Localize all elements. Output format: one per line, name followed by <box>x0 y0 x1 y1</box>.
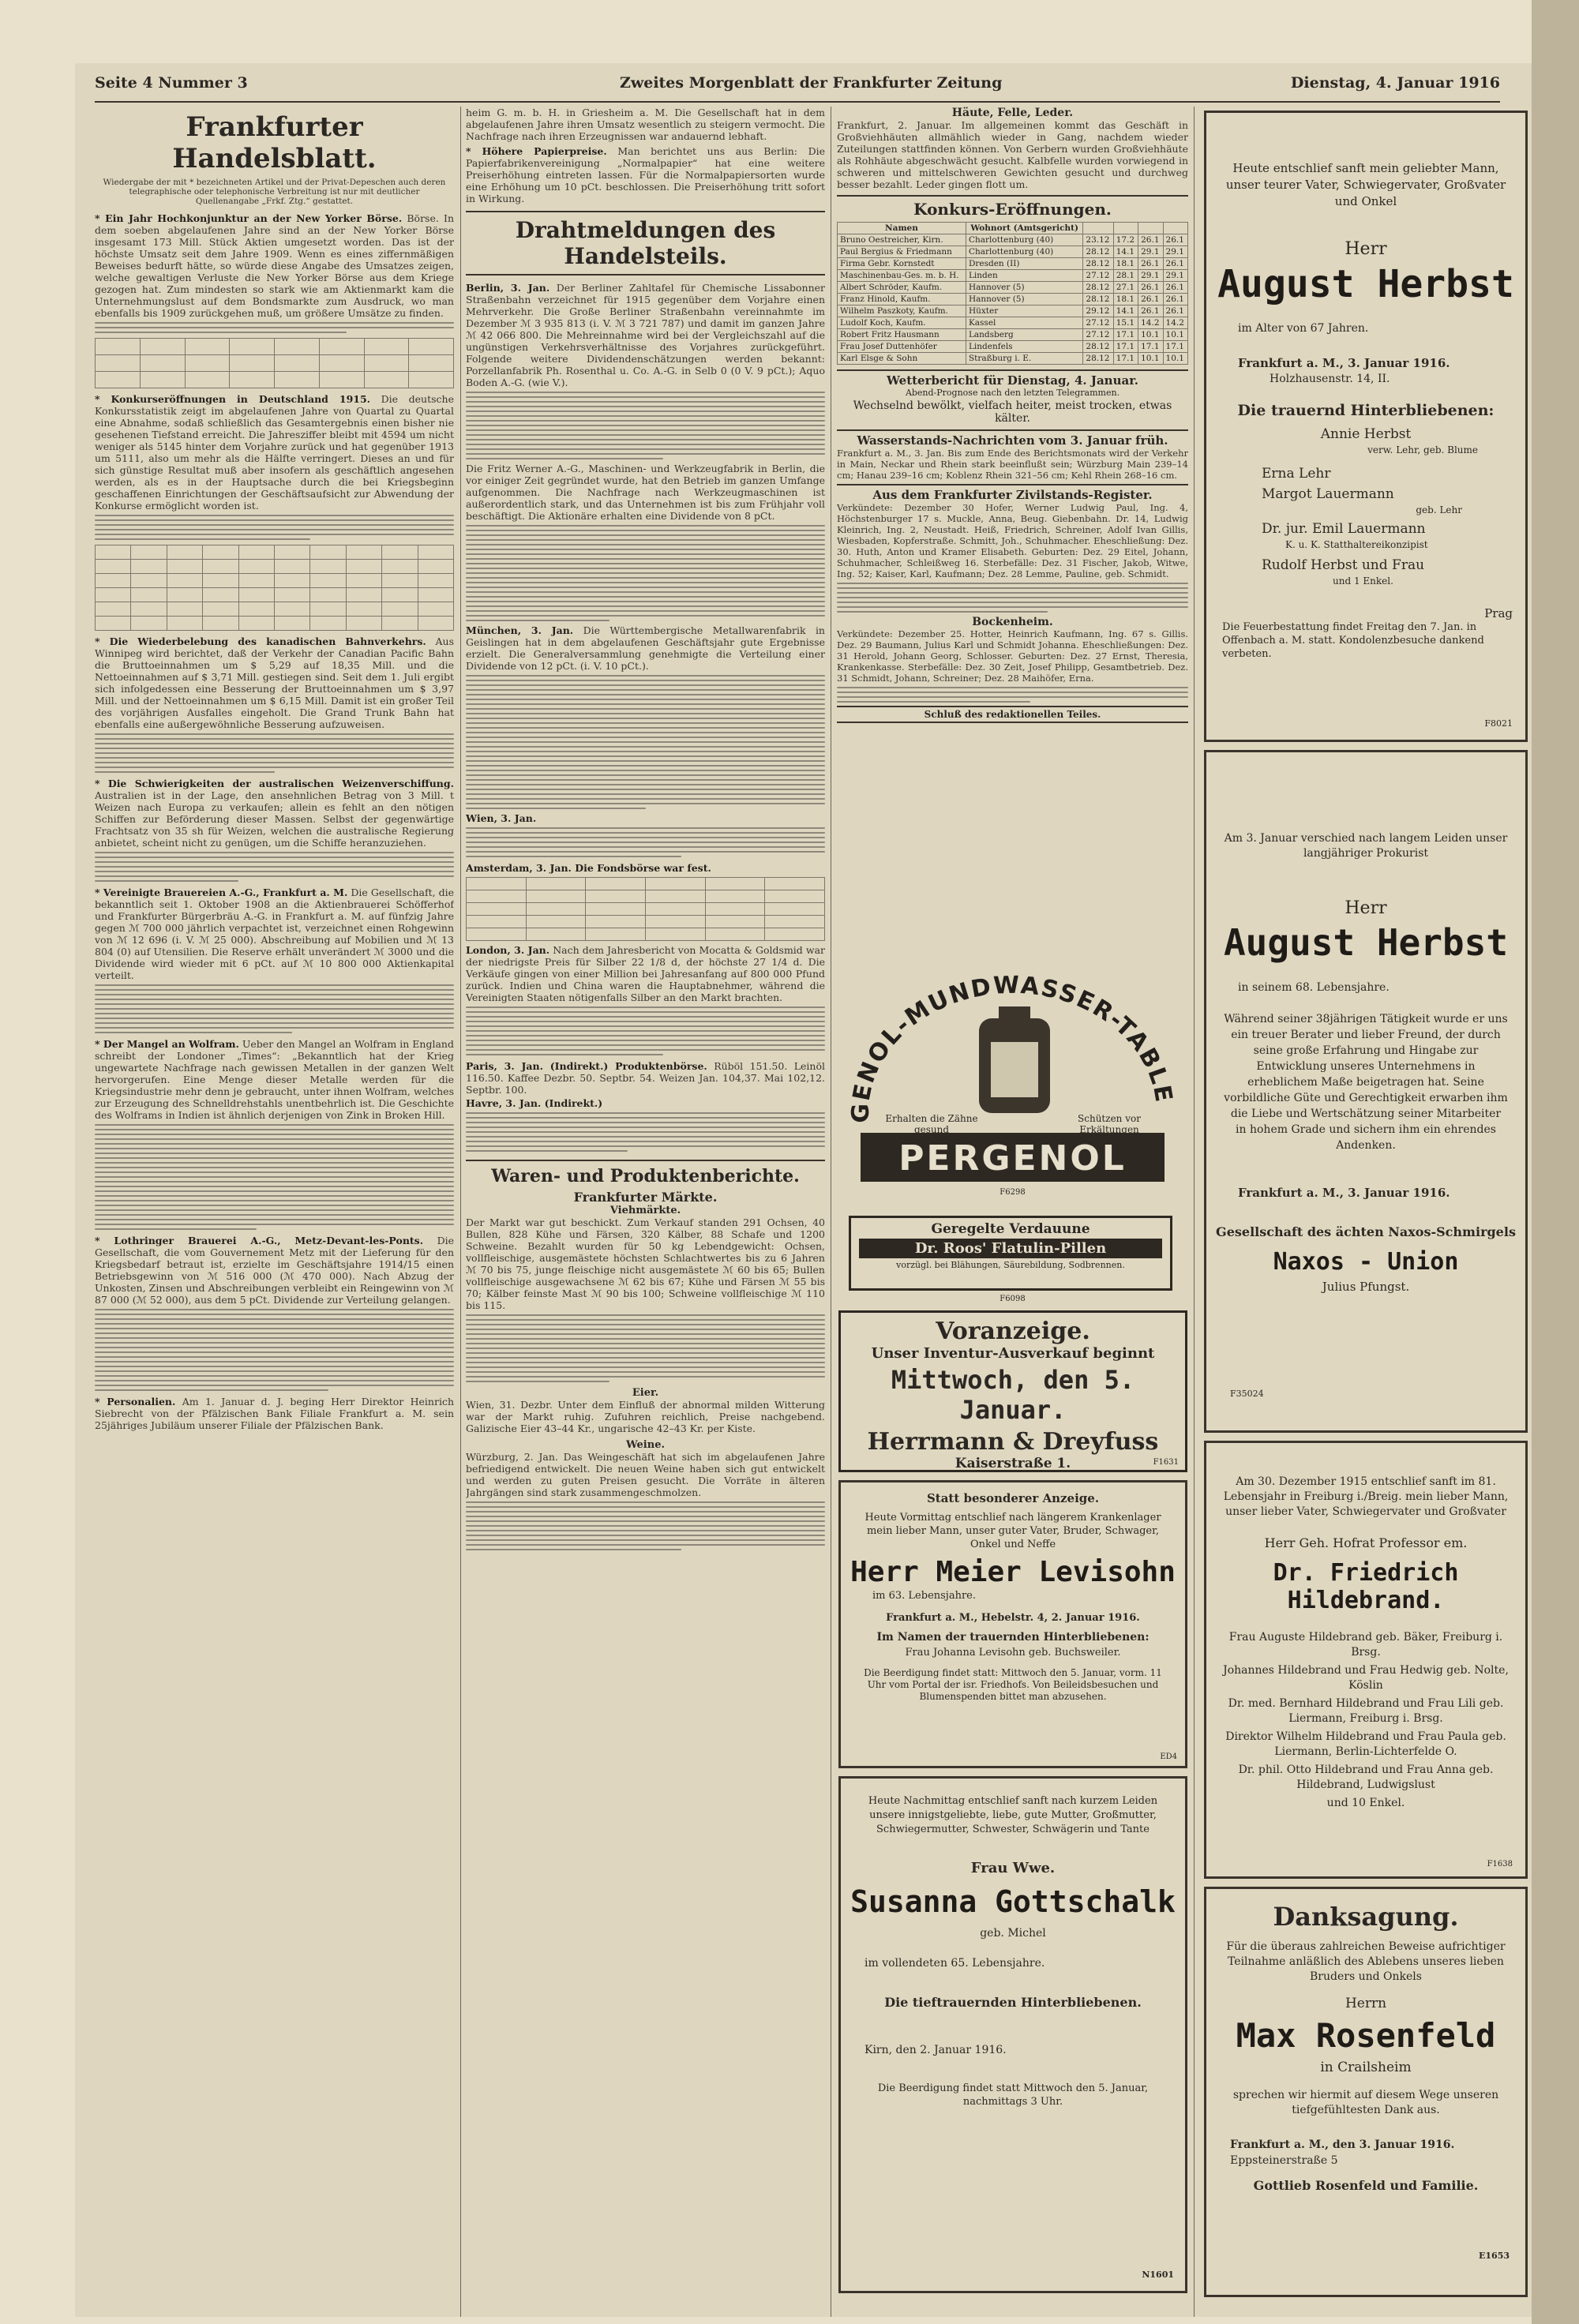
company-owner: Julius Pfungst. <box>1322 1280 1410 1294</box>
obituary-mourners: Im Namen der trauernden Hinterbliebenen: <box>876 1631 1150 1644</box>
table-cell: 10.1 <box>1163 353 1187 365</box>
mourner: Erna Lehr <box>1262 466 1331 482</box>
ad-code: E1653 <box>1479 2251 1510 2261</box>
article <box>466 624 825 672</box>
table-cell: 17.2 <box>1113 234 1138 246</box>
article <box>95 1235 454 1306</box>
table-cell: Kassel <box>966 317 1082 329</box>
table-cell: Albert Schröder, Kaufm. <box>838 282 966 294</box>
article <box>95 635 454 730</box>
obituary-place: Kirn, den 2. Januar 1916. <box>865 2044 1007 2056</box>
obituary-levisohn <box>838 1480 1187 1768</box>
pergenol-claim-left: Erhalten die Zähne gesund <box>885 1113 978 1135</box>
text-lines <box>466 1501 825 1550</box>
obituary-header: Statt besonderer Anzeige. <box>926 1491 1100 1505</box>
konkurs-header-cell <box>1113 223 1138 234</box>
ad-code: F1638 <box>1487 1860 1513 1869</box>
article <box>466 1097 825 1109</box>
table-cell: Wilhelm Paszkoty, Kaufm. <box>838 305 966 317</box>
obituary-herr: Herr <box>1345 239 1387 259</box>
section-title: Frankfurter Handelsblatt. <box>172 111 377 174</box>
table-row <box>838 353 1188 365</box>
konkurs-header-cell <box>1083 223 1113 234</box>
danksagung-herr: Herrn <box>1345 1996 1387 2011</box>
table-row <box>838 246 1188 258</box>
obituary-wife: Frau Johanna Levisohn geb. Buchsweiler. <box>905 1647 1121 1659</box>
table-cell: 26.1 <box>1163 258 1187 270</box>
table-cell: 26.1 <box>1138 258 1163 270</box>
text-lines <box>95 1309 454 1391</box>
table-cell: Frau Josef Duttenhöfer <box>838 341 966 353</box>
article-body: Der Markt war gut beschickt. Zum Verkauf standen 291 Ochsen, 40 Bullen, 828 Kühe und Färsen, 320 Kälber, 88 Schafe und 1200 Schweine. Bezahlt wurden für 50 kg Lebendgewicht: Ochsen, vollfleischige, ausgemästete höchsten Schlachtwertes bis zu 6 Jahren ℳ 70 bis 75, junge fleischige nicht ausgemästete ℳ 60 bis 65; Bullen vollfleischige ausgewachsene ℳ 62 bis 67; Kühe und Färsen ℳ 55 bis 70; Kälber feinste Mast ℳ 90 bis 100; Schweine vollfleischige ℳ 110 bis 115. <box>466 1216 825 1311</box>
flatulin-ad <box>849 1216 1172 1291</box>
article-head: Havre, 3. Jan. (Indirekt.) <box>466 1097 603 1109</box>
table-cell: 18.1 <box>1113 294 1138 305</box>
subsection-title: Frankfurter Märkte. <box>573 1190 718 1205</box>
table-cell: Charlottenburg (40) <box>966 234 1082 246</box>
danksagung-text: Für die überaus zahlreichen Beweise aufrichtiger Teilnahme anläßlich des Ablebens unseres lieben Bruders und Onkels <box>1226 1940 1506 1983</box>
article-body: Am 1. Januar d. J. beging Herr Direktor Heinrich Siebrecht von der Pfälzischen Bank Filiale Frankfurt a. M. sein 25jähriges Jubiläum unserer Filiale der Pfälzischen Bank. <box>95 1396 454 1431</box>
mourner: Dr. phil. Otto Hildebrand und Frau Anna geb. Hildebrand, Ludwigslust <box>1238 1764 1494 1791</box>
table-cell: Ludolf Koch, Kaufm. <box>838 317 966 329</box>
header-page-number: Seite 4 Nummer 3 <box>95 74 248 92</box>
danksagung-title: Danksagung. <box>1273 1902 1459 1932</box>
column-drahtmeldungen <box>466 107 825 2309</box>
table-cell: 29.1 <box>1163 270 1187 282</box>
table-cell: 10.1 <box>1138 329 1163 341</box>
article-body: Nach dem Jahresbericht von Mocatta & Goldsmid war der niedrigste Preis für Silber 22 1/8 d, der höchste 27 1/4 d. Die Verkäufe gingen von einer Million bei Jahresanfang auf 800 000 Pfund zurück. Indien und China waren die Hauptabnehmer, während die Vereinigten Staaten nötigenfalls Silber an den Markt brachten. <box>466 944 825 1003</box>
end-of-editorial: Schluß des redaktionellen Teiles. <box>837 706 1188 723</box>
column-rule <box>460 107 461 2317</box>
mourner-city: Prag <box>1484 606 1513 620</box>
obituary-mourners: Die trauernd Hinterbliebenen: <box>1237 402 1495 419</box>
voranzeige-firm: Herrmann & Dreyfuss <box>867 1428 1159 1456</box>
article-body: Frankfurt, 2. Januar. Im allgemeinen kommt das Geschäft in Großviehhäuten allmählich wieder in Gang, nachdem wieder Zuteilungen stattfinden können. Von Gerbern wurden Großviehhäute als Rohhäute abgeschwächt gesucht. Kalbfelle wurden vorwiegend in schweren und mittelschweren Gewichten gesucht und durchweg besser bezahlt. Leder gingen flott um. <box>837 119 1188 190</box>
obituary-name: August Herbst <box>1223 921 1509 964</box>
table-row <box>838 294 1188 305</box>
article-body: Die deutsche Konkursstatistik zeigt im abgelaufenen Jahre von Quartal zu Quartal eine Abnahme, sodaß schließlich das Gesamtergebnis einen bisher nie gesehenen Tiefstand erreicht. Die Jahresziffer bleibt mit 4594 um nicht weniger als 5145 hinter dem Vorjahre zurück und hat gegenüber 1913 um 5111, also um mehr als die Hälfte verringert. Dieses an und für sich günstige Resultat muß aber insofern als geschäftlich angesehen werden, als es in der Hauptsache durch die bei Kriegsbeginn geschaffenen Einrichtungen der Geschäftsaufsicht zur Abwendung der Konkurse ermöglicht worden ist. <box>95 393 454 512</box>
subsection-title: Viehmärkte. <box>609 1205 681 1216</box>
article <box>466 944 825 1003</box>
table-cell: 10.1 <box>1163 329 1187 341</box>
subsection-title: Eier. <box>632 1387 659 1399</box>
voranzeige-date: Mittwoch, den 5. Januar. <box>891 1365 1135 1425</box>
table-cell: Maschinenbau-Ges. m. b. H. <box>838 270 966 282</box>
mourner: Rudolf Herbst und Frau <box>1262 557 1425 573</box>
obituary-herbst-family <box>1204 111 1528 742</box>
article <box>466 1451 825 1498</box>
article-body: Aus Winnipeg wird berichtet, daß der Verkehr der Canadian Pacific Bahn die Bruttoeinnahmen um $ 5,29 auf 18,35 Mill. und die Nettoeinnahmen auf $ 3,71 Mill. gestiegen sind. Seit dem 1. Juli ergibt sich infolgedessen eine Besserung der Bruttoeinnahmen um $ 3,97 Mill. und der Nettoeinnahmen um $ 6,15 Mill. Damit ist ein großer Teil des vorjährigen Ausfalles eingeholt. Die Grand Trunk Bahn hat ebenfalls eine außergewöhnliche Besserung aufzuweisen. <box>95 635 454 730</box>
article-head: * Konkurseröffnungen in Deutschland 1915. <box>95 393 371 405</box>
amsterdam-table <box>466 877 825 941</box>
flatulin-line3: vorzügl. bei Blähungen, Säurebildung, Sodbrennen. <box>896 1260 1125 1270</box>
table-cell: 28.12 <box>1083 246 1113 258</box>
mourner: Frau Auguste Hildebrand geb. Bäker, Freiburg i. Brsg. <box>1228 1631 1503 1659</box>
weather-block <box>837 369 1188 425</box>
table-cell: 27.12 <box>1083 317 1113 329</box>
table-cell: 17.1 <box>1138 341 1163 353</box>
table-cell: 28.12 <box>1083 282 1113 294</box>
weather-title: Wetterbericht für Dienstag, 4. Januar. <box>887 373 1138 388</box>
table-cell: 28.12 <box>1083 294 1113 305</box>
column-handelsblatt <box>95 107 454 2309</box>
table-cell: 26.1 <box>1163 294 1187 305</box>
obituary-text: Am 3. Januar verschied nach langem Leiden unser langjähriger Prokurist <box>1224 832 1508 860</box>
table-cell: 28.12 <box>1083 341 1113 353</box>
pergenol-name: PERGENOL <box>898 1138 1127 1179</box>
article-body: Die Gesellschaft, die vom Gouvernement Metz mit der Lieferung für den Kriegsbedarf betraut ist, erzielte im Geschäftsjahre 1914/15 einen Betriebsgewinn von ℳ 516 000 (ℳ 470 000). Nach Abzug der Unkosten, Zinsen und Abschreibungen verbleibt ein Reingewinn von ℳ 87 000 (ℳ 52 000), aus dem 5 pCt. Dividende zur Verteilung gelangen. <box>95 1235 454 1306</box>
article-body: Die Gesellschaft, die bekanntlich seit 1. Oktober 1908 an die Aktienbrauerei Schöfferhof und Frankfurter Bürgerbräu A.-G. in Frankfurt a. M. auf fünfzig Jahre gegen ℳ 700 000 jährlich verpachtet ist, verzeichnet einen Rohgewinn von ℳ 12 696 (i. V. ℳ 25 000). Abschreibung auf Mobilien und ℳ 13 804 (0) auf Utensilien. Die Reserve erhält unverändert ℳ 3000 und die Dividende wird wieder mit 6 pCt. auf ℳ 10 800 000 Aktienkapital verteilt. <box>95 886 454 981</box>
table-cell: 28.1 <box>1113 270 1138 282</box>
section-title: Waren- und Produktenberichte. <box>491 1166 800 1186</box>
danksagung-place: Frankfurt a. M., den 3. Januar 1916. <box>1230 2138 1455 2151</box>
article-head: Paris, 3. Jan. (Indirekt.) Produktenbörse. <box>466 1060 707 1072</box>
table-cell: 26.1 <box>1163 234 1187 246</box>
company-name: Gesellschaft des ächten Naxos-Schmirgels <box>1216 1224 1516 1239</box>
article <box>466 862 825 874</box>
table-cell: 14.1 <box>1113 305 1138 317</box>
table-row <box>838 305 1188 317</box>
mourner-detail: geb. Lehr <box>1416 504 1462 515</box>
article-body: Die Fritz Werner A.-G., Maschinen- und Werkzeugfabrik in Berlin, die vor einiger Zeit gegründet wurde, hat den Betrieb im ganzen Umfange aufgenommen. Die Nachfrage nach Werkzeugmaschinen ist außerordentlich stark, und das Unternehmen ist bis zum Frühjahr voll beschäftigt. Die Aktionäre erhalten eine Dividende von 8 pCt. <box>466 463 825 522</box>
obituary-place: Frankfurt a. M., 3. Januar 1916. <box>1238 356 1450 370</box>
voranzeige-title: Voranzeige. <box>936 1318 1090 1345</box>
table-cell: Bruno Oestreicher, Kirn. <box>838 234 966 246</box>
text-lines <box>95 322 454 333</box>
section-subtitle: Wiedergabe der mit * bezeichneten Artikel und der Privat-Depeschen auch deren telegraphische oder telephonische Verbreitung ist nur mit deutlicher Quellenangabe „Frkf. Ztg.“ gestattet. <box>103 178 446 206</box>
text-lines <box>466 1314 825 1382</box>
article <box>466 812 825 824</box>
obituary-body: Während seiner 38jährigen Tätigkeit wurde er uns ein treuer Berater und lieber Freund, der durch seine große Erfahrung und Hingabe zur Entwicklung unseres Unternehmens in erheblichem Maße beigetragen hat. Seine vorbildliche Güte und Gerechtigkeit erwarben ihm die Liebe und Wertschätzung seiner Mitarbeiter in hohem Grade und sichern ihm ein ehrendes Andenken. <box>1224 1013 1508 1152</box>
table-cell: 29.1 <box>1138 246 1163 258</box>
flatulin-line1: Geregelte Verdauune <box>931 1221 1090 1237</box>
table-cell: 26.1 <box>1163 305 1187 317</box>
danksagung-family: Gottlieb Rosenfeld und Familie. <box>1253 2178 1479 2193</box>
ad-code: F35024 <box>1230 1389 1264 1399</box>
mourner: Dr. med. Bernhard Hildebrand und Frau Lili geb. Liermann, Freiburg i. Brsg. <box>1228 1697 1504 1725</box>
obituary-age: in seinem 68. Lebensjahre. <box>1238 981 1390 994</box>
table-cell: 29.1 <box>1138 270 1163 282</box>
text-lines <box>466 525 825 621</box>
danksagung-text-2: sprechen wir hiermit auf diesem Wege unseren tiefgefühltesten Dank aus. <box>1232 2089 1499 2116</box>
article-head: * Der Mangel an Wolfram. <box>95 1038 239 1050</box>
table-cell: Hannover (5) <box>966 294 1082 305</box>
obituary-text: Heute entschlief sanft mein geliebter Mann, unser teurer Vater, Schwiegervater, Großvater und Onkel <box>1225 161 1506 208</box>
mourner-list <box>1206 1630 1525 1811</box>
section-title: Konkurs-Eröffnungen. <box>837 195 1188 219</box>
registry-text: Verkündete: Dezember 30 Hofer, Werner Ludwig Paul, Ing. 4, Höchstenburger 17 s. Muckle, Anna, Beug. Giebenbahn. Dr. 14, Ludwig Kleinrich, Ing. 2, Neustadt. Heiß, Friedrich, Schreiner, Adolf Ivan Gillis, Wiesbaden, Kopferstraße. Schmitt, Joh., Schuhmacher. Eheschließung: Dez. 30. Huth, Anton und Kramer Elisabeth. Geburten: Dez. 29 Eitel, Johann, Schuhmacher, Schleißweg 16. Sterbefälle: Dez. 31 Fischer, Jakob, Witwe, Ing. 52; Kaiser, Karl, Kaufmann; Dez. 28 Lemme, Pauline, geb. Schmidt. <box>837 502 1188 579</box>
voranzeige-ad <box>838 1310 1187 1472</box>
article-head: Wien, 3. Jan. <box>466 812 537 824</box>
konkurs-header-cell: Wohnort (Amtsgericht) <box>966 223 1082 234</box>
text-lines <box>466 827 825 857</box>
obituary-address: Holzhausenstr. 14, II. <box>1270 373 1390 385</box>
pergenol-arc-text: GENOL-MUNDWASSER-TABLE <box>846 971 1178 1123</box>
article <box>95 212 454 319</box>
table-cell: 26.1 <box>1138 282 1163 294</box>
table-row <box>838 329 1188 341</box>
article-body: Die Gesellschaft hat in dem abgelaufenen Jahre ihren Umsatz wesentlich zu steigern vermocht. Die Nachfrage nach ihren Erzeugnissen war andauernd lebhaft. <box>466 107 825 142</box>
article <box>95 1038 454 1121</box>
article-head: * Die Schwierigkeiten der australischen Weizenverschiffung. <box>95 778 454 789</box>
registry-subtitle: Bockenheim. <box>972 616 1053 628</box>
table-cell: 28.12 <box>1083 353 1113 365</box>
column-rule <box>1194 107 1195 2317</box>
table-cell: Franz Hinold, Kaufm. <box>838 294 966 305</box>
obituary-nee: geb. Michel <box>980 1927 1046 1940</box>
article-head: * Höhere Papierpreise. <box>466 145 607 157</box>
article-body: Ueber den Mangel an Wolfram in England schreibt der Londoner „Times“: „Bekanntlich hat der Krieg ungewartete Nachfrage nach gewissen Metallen in der ganzen Welt hervorgerufen. Eine Menge dieser Metalle werden für die Kriegsindustrie mehr denn je gebraucht, unter ihnen Wolfram, welches zur Erzeugung des Schnelldrehstahls unentbehrlich ist. Die Geschichte des Wolframs in Indien ist ähnlich derjenigen von Zink in Broken Hill. <box>95 1038 454 1121</box>
table-cell: 26.1 <box>1138 234 1163 246</box>
obituary-name: Herr Meier Levisohn <box>850 1556 1176 1588</box>
article-head: London, 3. Jan. <box>466 944 550 956</box>
article-lead: heim G. m. b. H. in Griesheim a. M. <box>466 107 669 118</box>
subsection-title: Weine. <box>626 1439 665 1451</box>
table-cell: Lindenfels <box>966 341 1082 353</box>
table-cell: 26.1 <box>1138 305 1163 317</box>
konkurs-header-cell: Namen <box>838 223 966 234</box>
water-title: Wasserstands-Nachrichten vom 3. Januar früh. <box>857 433 1168 448</box>
obituary-age: im 63. Lebensjahre. <box>872 1590 977 1602</box>
article <box>466 1060 825 1096</box>
table-row <box>838 341 1188 353</box>
obituary-gottschalk <box>838 1776 1187 2293</box>
text-lines <box>95 733 454 773</box>
table-cell: Straßburg i. E. <box>966 353 1082 365</box>
obituary-text: Heute Nachmittag entschlief sanft nach kurzem Leiden unsere innigstgeliebte, liebe, gute Mutter, Großmutter, Schwiegermutter, Schwester, Schwägerin und Tante <box>868 1795 1158 1835</box>
table-cell: 27.12 <box>1083 329 1113 341</box>
table-row <box>838 317 1188 329</box>
title-block <box>466 211 825 276</box>
pergenol-ad <box>837 963 1188 1204</box>
mourner-detail: verw. Lehr, geb. Blume <box>1367 444 1478 455</box>
danksagung-place1: in Crailsheim <box>1320 2060 1412 2075</box>
ad-code: F1631 <box>1153 1458 1179 1467</box>
title-block <box>466 1160 825 1216</box>
obituary-hildebrand <box>1204 1441 1528 1879</box>
obituary-mourners: Die tieftrauernden Hinterbliebenen. <box>884 1995 1142 2010</box>
article-body: Man berichtet uns aus Berlin: Die Papierfabrikenvereinigung „Normalpapier“ hat eine weitere Preiserhöhung eintreten lassen. Für die Normalpapiersorten wurde eine Erhöhung um 10 pCt. beschlossen. Die Preiserhöhung tritt sofort in Wirkung. <box>466 145 825 204</box>
table-cell: Hannover (5) <box>966 282 1082 294</box>
header-date: Dienstag, 4. Januar 1916 <box>1290 74 1500 92</box>
article <box>466 282 825 388</box>
obituary-place: Frankfurt a. M., 3. Januar 1916. <box>1238 1186 1450 1200</box>
table-cell: 17.1 <box>1113 353 1138 365</box>
table-cell: 26.1 <box>1138 294 1163 305</box>
obituary-text: Am 30. Dezember 1915 entschlief sanft im 81. Lebensjahr in Freiburg i./Breig. mein lieber Mann, unser lieber Vater, Schwiegervater und Großvater <box>1223 1475 1509 1518</box>
table-cell: 14.2 <box>1138 317 1163 329</box>
text-lines <box>95 984 454 1033</box>
konkurs-stats-table <box>95 545 454 631</box>
article-head: München, 3. Jan. <box>466 624 574 636</box>
table-cell: 27.12 <box>1083 270 1113 282</box>
article <box>466 1399 825 1434</box>
obituary-herbst-company <box>1204 750 1528 1433</box>
table-cell: 15.1 <box>1113 317 1138 329</box>
section-title: Häute, Felle, Leder. <box>951 107 1074 119</box>
article-head: * Die Wiederbelebung des kanadischen Bahnverkehrs. <box>95 635 426 647</box>
table-cell: Charlottenburg (40) <box>966 246 1082 258</box>
article <box>466 107 825 142</box>
obituary-name: Dr. Friedrich Hildebrand. <box>1273 1559 1459 1614</box>
obituary-name: August Herbst <box>1217 262 1514 306</box>
table-row <box>838 258 1188 270</box>
mourner: Dr. jur. Emil Lauermann <box>1262 521 1426 537</box>
table-cell: 26.1 <box>1163 282 1187 294</box>
mourner: Annie Herbst <box>1320 426 1412 442</box>
table-cell: 17.1 <box>1113 341 1138 353</box>
text-lines <box>95 515 454 540</box>
flatulin-line2: Dr. Roos' Flatulin-Pillen <box>859 1239 1162 1258</box>
article-body: Rüböl 151.50. Leinöl 116.50. Kaffee Dezbr. 50. Septbr. 54. Weizen Jan. 104,37. Mai 102,12. Septbr. 100. <box>466 1060 825 1096</box>
konkurs-header-cell <box>1138 223 1163 234</box>
weather-subtitle: Abend-Prognose nach den letzten Telegrammen. <box>905 388 1120 398</box>
article <box>95 1396 454 1431</box>
article <box>95 886 454 981</box>
table-cell: Dresden (II) <box>966 258 1082 270</box>
registry-text: Verkündete: Dezember 25. Hotter, Heinrich Kaufmann, Ing. 67 s. Gillis. Dez. 29 Baumann, Julius Karl und Schmidt Johanna. Eheschließungen: Dez. 31 Herold, Johann Georg, Schlosser. Geburten: Dez. 27 Ernst, Theresia, Krankenkasse. Sterbefälle: Dez. 30 Zeit, Josef Philipp, Gesamtbetrieb. Dez. 31 Schmidt, Johann, Schreiner; Dez. 28 Maihöfer, Erna. <box>837 628 1188 684</box>
article <box>95 778 454 849</box>
voranzeige-subtitle: Unser Inventur-Ausverkauf beginnt <box>871 1345 1155 1362</box>
mourner-detail: K. u. K. Statthaltereikonzipist <box>1285 539 1428 550</box>
obituary-text: Heute Vormittag entschlief nach längerem Krankenlager mein lieber Mann, unser guter Vater, Bruder, Schwager, Onkel und Neffe <box>865 1512 1161 1550</box>
weather-text: Wechselnd bewölkt, vielfach heiter, meist trocken, etwas kälter. <box>853 399 1172 425</box>
article-head: * Vereinigte Brauereien A.-G., Frankfurt a. M. <box>95 886 348 898</box>
ad-code: ED4 <box>1160 1752 1177 1761</box>
water-text: Frankfurt a. M., 3. Jan. Bis zum Ende des Berichtsmonats wird der Verkehr in Main, Neckar und Rhein stark beeinflußt sein; Würzburg Main 239–14 cm; Hanau 239–16 cm; Koblenz Rhein 321–56 cm; Kehl Rhein 268–16 cm. <box>837 448 1188 481</box>
mourner-detail: und 1 Enkel. <box>1333 575 1393 587</box>
table-cell: 18.1 <box>1113 258 1138 270</box>
text-lines <box>466 1006 825 1055</box>
mourner: und 10 Enkel. <box>1326 1797 1405 1809</box>
header-masthead: Zweites Morgenblatt der Frankfurter Zeitung <box>620 74 1003 92</box>
ad-code: F6298 <box>1000 1188 1026 1197</box>
article-head: * Personalien. <box>95 1396 176 1408</box>
article-body: Der Berliner Zahltafel für Chemische Lissabonner Straßenbahn verzeichnet für 1915 gegenüber dem Vorjahre einen Mehrverkehr. Die Große Berliner Straßenbahn vereinnahmte im Dezember ℳ 3 935 813 (i. V. ℳ 3 721 787) und damit im ganzen Jahre ℳ 42 066 800. Die Mehreinnahme wird bei der Vergleichszahl auf die ungünstigen Verkehrsverhältnisse des Vorjahres zurückgeführt. Folgende weitere Dividendenschätzungen werden bekannt: Porzellanfabrik Ph. Rosenthal u. Co. A.-G. in Selb 0 (0 V. 9 pCt.); Aquo Boden A.-G. (wie V.). <box>466 282 825 388</box>
page-edge <box>1532 0 1579 2324</box>
text-lines <box>466 675 825 809</box>
article-body: Die Württembergische Metallwarenfabrik in Geislingen hat in dem abgelaufenen Geschäftsjahr gute Ergebnisse erzielt. Die Generalversammlung genehmigte die Verteilung einer Dividende von 12 pCt. (i. V. 10 pCt.). <box>466 624 825 672</box>
text-lines <box>95 852 454 882</box>
table-cell: Robert Fritz Hausmann <box>838 329 966 341</box>
water-block <box>837 429 1188 481</box>
obituary-age: im Alter von 67 Jahren. <box>1238 322 1369 335</box>
danksagung-rosenfeld <box>1204 1887 1528 2297</box>
table-cell: Karl Elsge & Sohn <box>838 353 966 365</box>
table-row <box>838 282 1188 294</box>
table-cell: 27.1 <box>1113 282 1138 294</box>
table-cell: 23.12 <box>1083 234 1113 246</box>
table-row <box>838 234 1188 246</box>
table-cell: Linden <box>966 270 1082 282</box>
danksagung-name: Max Rosenfeld <box>1236 2016 1496 2055</box>
mourner: Johannes Hildebrand und Frau Hedwig geb. Nolte, Köslin <box>1223 1664 1509 1692</box>
company-name-2: Naxos - Union <box>1273 1248 1459 1276</box>
article <box>466 1216 825 1311</box>
konkurs-table <box>837 222 1188 365</box>
table-cell: Firma Gebr. Kornstedt <box>838 258 966 270</box>
registry-block <box>837 484 1188 703</box>
article <box>837 119 1188 190</box>
article <box>466 463 825 522</box>
table-cell: 29.1 <box>1163 246 1187 258</box>
obituary-age: im vollendeten 65. Lebensjahre. <box>865 1957 1045 1970</box>
obituary-place: Frankfurt a. M., Hebelstr. 4, 2. Januar 1916. <box>886 1612 1140 1624</box>
text-lines <box>95 1124 454 1230</box>
konkurs-header-cell <box>1163 223 1187 234</box>
table-cell: Paul Bergius & Friedmann <box>838 246 966 258</box>
registry-title: Aus dem Frankfurter Zivilstands-Register. <box>872 488 1153 502</box>
article-body: Würzburg, 2. Jan. Das Weingeschäft hat sich im abgelaufenen Jahre befriedigend entwickelt. Die neuen Weine haben sich gut entwickelt und werden zu guten Preisen gesucht. Die Vorräte in älteren Jahrgängen sind stark zusammengeschmolzen. <box>466 1451 825 1498</box>
text-lines <box>466 1112 825 1152</box>
section-title: Drahtmeldungen des Handelsteils. <box>515 217 776 269</box>
obituary-herr: Herr <box>1345 898 1387 918</box>
obituary-title: Frau Wwe. <box>970 1860 1056 1876</box>
article-head: Amsterdam, 3. Jan. Die Fondsbörse war fest. <box>466 862 711 874</box>
text-lines <box>837 687 1188 703</box>
mourner: Direktor Wilhelm Hildebrand und Frau Paula geb. Liermann, Berlin-Lichterfelde O. <box>1225 1730 1506 1758</box>
table-cell: 14.1 <box>1113 246 1138 258</box>
obituary-burial: Die Beerdigung findet statt: Mittwoch den 5. Januar, vorm. 11 Uhr vom Portal der isr. Friedhofs. Von Beileidsbesuchen und Blumenspenden bittet man abzusehen. <box>864 1667 1162 1702</box>
stats-table <box>95 338 454 388</box>
table-cell: 17.1 <box>1113 329 1138 341</box>
article-body: Australien ist in der Lage, den ansehnlichen Betrag von 3 Mill. t Weizen nach Europa zu verkaufen; allein es fehlt an den nötigen Schiffen zur Beförderung dieser Massen. Selbst der gegenwärtige Frachtsatz von 35 sh für Weizen, welchen die australische Regierung anbietet, scheint nicht zu genügen, um die Schiffe heranzuziehen. <box>95 789 454 849</box>
obituary-name: Susanna Gottschalk <box>850 1884 1176 1919</box>
table-cell: 29.12 <box>1083 305 1113 317</box>
table-cell: Landsberg <box>966 329 1082 341</box>
text-lines <box>837 583 1188 613</box>
text-lines <box>466 392 825 459</box>
article-head: * Ein Jahr Hochkonjunktur an der New Yorker Börse. <box>95 212 403 224</box>
obituary-herr: Herr Geh. Hofrat Professor em. <box>1264 1535 1468 1550</box>
table-row <box>838 270 1188 282</box>
danksagung-address: Eppsteinerstraße 5 <box>1230 2154 1338 2167</box>
table-cell: Hüxter <box>966 305 1082 317</box>
page-header <box>95 69 1500 103</box>
ad-code: F6098 <box>1000 1295 1026 1303</box>
pergenol-claim-right: Schützen vor Erkältungen <box>1078 1113 1141 1135</box>
table-cell: 28.12 <box>1083 258 1113 270</box>
article-head: * Lothringer Brauerei A.-G., Metz-Devant-les-Ponts. <box>95 1235 424 1246</box>
article <box>95 393 454 512</box>
article <box>466 145 825 204</box>
article-body: Börse. In dem soeben abgelaufenen Jahre sind an der New Yorker Börse insgesamt 173 Mill. Stück Aktien umgesetzt worden. Das ist der höchste Umsatz seit dem Jahre 1909. Wenn es eines ziffernmäßigen Beweises bedurft hätte, so würde diese Angabe des Umsatzes zeigen, welche gewaltigen Verluste die New Yorker Börse aus dem Kriege gezogen hat. Zum mindesten so stark wie am Aktienmarkt kam die Unternehmungslust auf dem Bondsmarkte zum Ausdruck, wo man ebenfalls bis 1909 zurückgehen muß, um größere Umsätze zu finden. <box>95 212 454 319</box>
table-cell: 17.1 <box>1163 341 1187 353</box>
mourner: Margot Lauermann <box>1262 486 1394 502</box>
article-head: Berlin, 3. Jan. <box>466 282 550 294</box>
obituary-burial: Die Beerdigung findet statt Mittwoch den 5. Januar, nachmittags 3 Uhr. <box>877 2082 1149 2108</box>
article-body: Wien, 31. Dezbr. Unter dem Einfluß der abnormal milden Witterung war der Markt ruhig. Zufuhren reichlich, Preise nachgebend. Galizische Eier 43–44 Kr., ungarische 42–43 Kr. per Kiste. <box>466 1399 825 1434</box>
ad-code: F8021 <box>1484 718 1513 729</box>
table-cell: 14.2 <box>1163 317 1187 329</box>
table-cell: 10.1 <box>1138 353 1163 365</box>
ad-code: N1601 <box>1142 2270 1174 2280</box>
voranzeige-address: Kaiserstraße 1. <box>955 1456 1071 1471</box>
obituary-burial: Die Feuerbestattung findet Freitag den 7. Jan. in Offenbach a. M. statt. Kondolenzbesuche dankend verbeten. <box>1222 621 1484 660</box>
